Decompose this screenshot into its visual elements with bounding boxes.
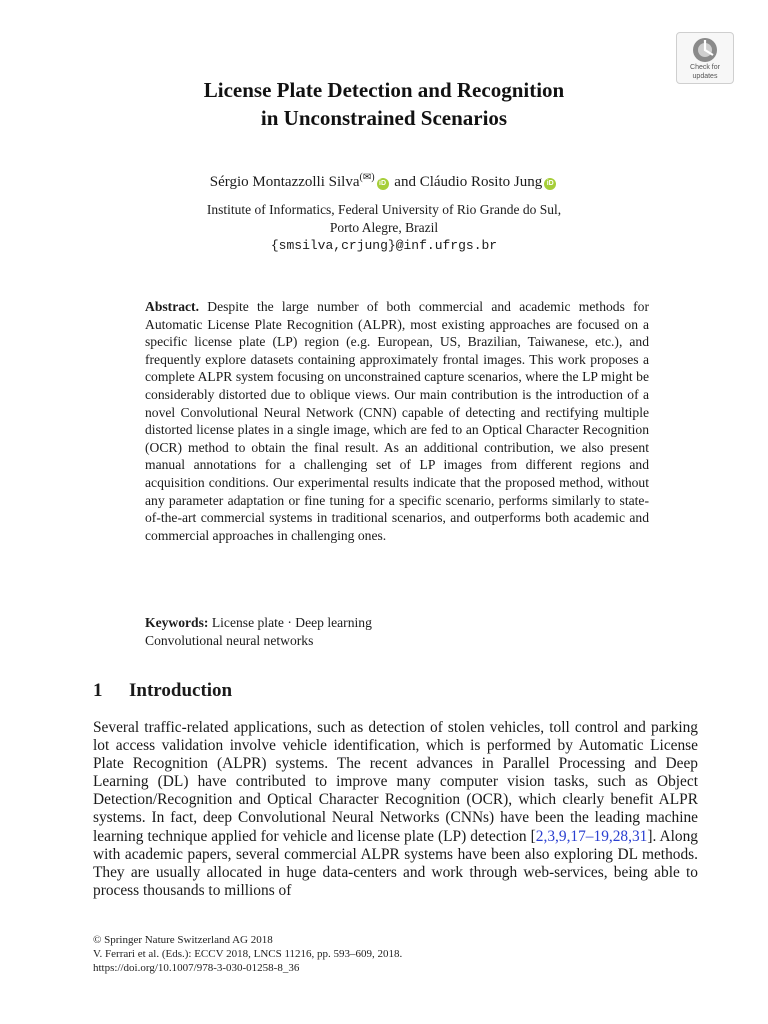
intro-text-part-2: ]. Along with academic papers, several commercial ALPR systems have been also exploring DL methods. They are usually allocated in huge data-centers and work through web-services, being able to process thousands to millions of	[93, 827, 698, 899]
keywords-label: Keywords:	[145, 615, 209, 630]
title-line-1: License Plate Detection and Recognition	[203, 78, 565, 102]
intro-text-part-1: Several traffic-related applications, such as detection of stolen vehicles, toll control and parking lot access validation involve vehicle identification, which is performed by Automatic License Plate Recognition (ALPR) systems. The recent advances in Parallel Processing and Deep Learning (DL) have contributed to improve many computer vision tasks, such as Object Detection/Recognition and Optical Character Recognition (OCR), which clearly benefit ALPR systems. In fact, deep Convolutional Neural Networks (CNNs) have been the leading machine learning technique applied for vehicle and license plate (LP) detection [	[93, 719, 698, 845]
citation-line: V. Ferrari et al. (Eds.): ECCV 2018, LNCS 11216, pp. 593–609, 2018.	[93, 948, 403, 960]
orcid-icon[interactable]: iD	[544, 178, 556, 190]
keywords-line-1: License plate · Deep learning	[211, 615, 372, 630]
badge-line-1: Check for	[690, 64, 720, 71]
introduction-paragraph	[93, 719, 698, 900]
copyright-line: © Springer Nature Switzerland AG 2018	[93, 934, 273, 946]
abstract-text: Despite the large number of both commercial and academic methods for Automatic License Plate Recognition (ALPR), most existing approaches are focused on a specific license plate (LP) region (e.g. European, US, Brazilian, Taiwanese, etc.), and frequently explore datasets containing approximately frontal images. This work proposes a complete ALPR system focusing on unconstrained capture scenarios, where the LP might be considerably distorted due to oblique views. Our main contribution is the introduction of a novel Convolutional Neural Network (CNN) capable of detecting and rectifying multiple distorted license plates in a single image, which are fed to an Optical Character Recognition (OCR) method to obtain the final result. As an additional contribution, we also present manual annotations for a challenging set of LP images from different regions and acquisition conditions. Our experimental results indicate that the proposed method, without any parameter adaptation or fine tuning for a specific scenario, performs similarly to state-of-the-art commercial systems in traditional scenarios, and outperforms both academic and commercial approaches in challenging ones.	[145, 299, 649, 543]
author-list	[60, 168, 708, 192]
affiliation-line-2: Porto Alegre, Brazil	[329, 220, 439, 235]
keywords	[145, 614, 649, 650]
abstract-label: Abstract.	[145, 299, 199, 314]
affiliation	[60, 201, 708, 255]
keywords-line-2: Convolutional neural networks	[145, 633, 314, 648]
paper-title	[60, 76, 708, 132]
affiliation-line-1: Institute of Informatics, Federal University of Rio Grande do Sul,	[206, 202, 562, 217]
check-for-updates-icon	[692, 37, 718, 63]
publication-footer	[93, 933, 698, 975]
orcid-icon[interactable]: iD	[377, 178, 389, 190]
author-2-name: Cláudio Rosito Jung	[419, 174, 543, 190]
author-email[interactable]: {smsilva,crjung}@inf.ufrgs.br	[270, 238, 498, 253]
badge-line-2: updates	[692, 73, 718, 80]
corresponding-author-mark: (✉)	[359, 172, 375, 183]
section-heading	[93, 678, 232, 704]
section-number: 1	[93, 680, 103, 701]
author-connector: and	[390, 174, 420, 190]
author-1-name: Sérgio Montazzolli Silva	[209, 174, 360, 190]
section-title: Introduction	[129, 680, 233, 701]
abstract	[145, 298, 649, 544]
title-line-2: in Unconstrained Scenarios	[260, 106, 508, 130]
citation-link[interactable]: 2,3,9,17–19,28,31	[535, 827, 648, 845]
doi-link[interactable]: https://doi.org/10.1007/978-3-030-01258-8_36	[93, 962, 300, 974]
